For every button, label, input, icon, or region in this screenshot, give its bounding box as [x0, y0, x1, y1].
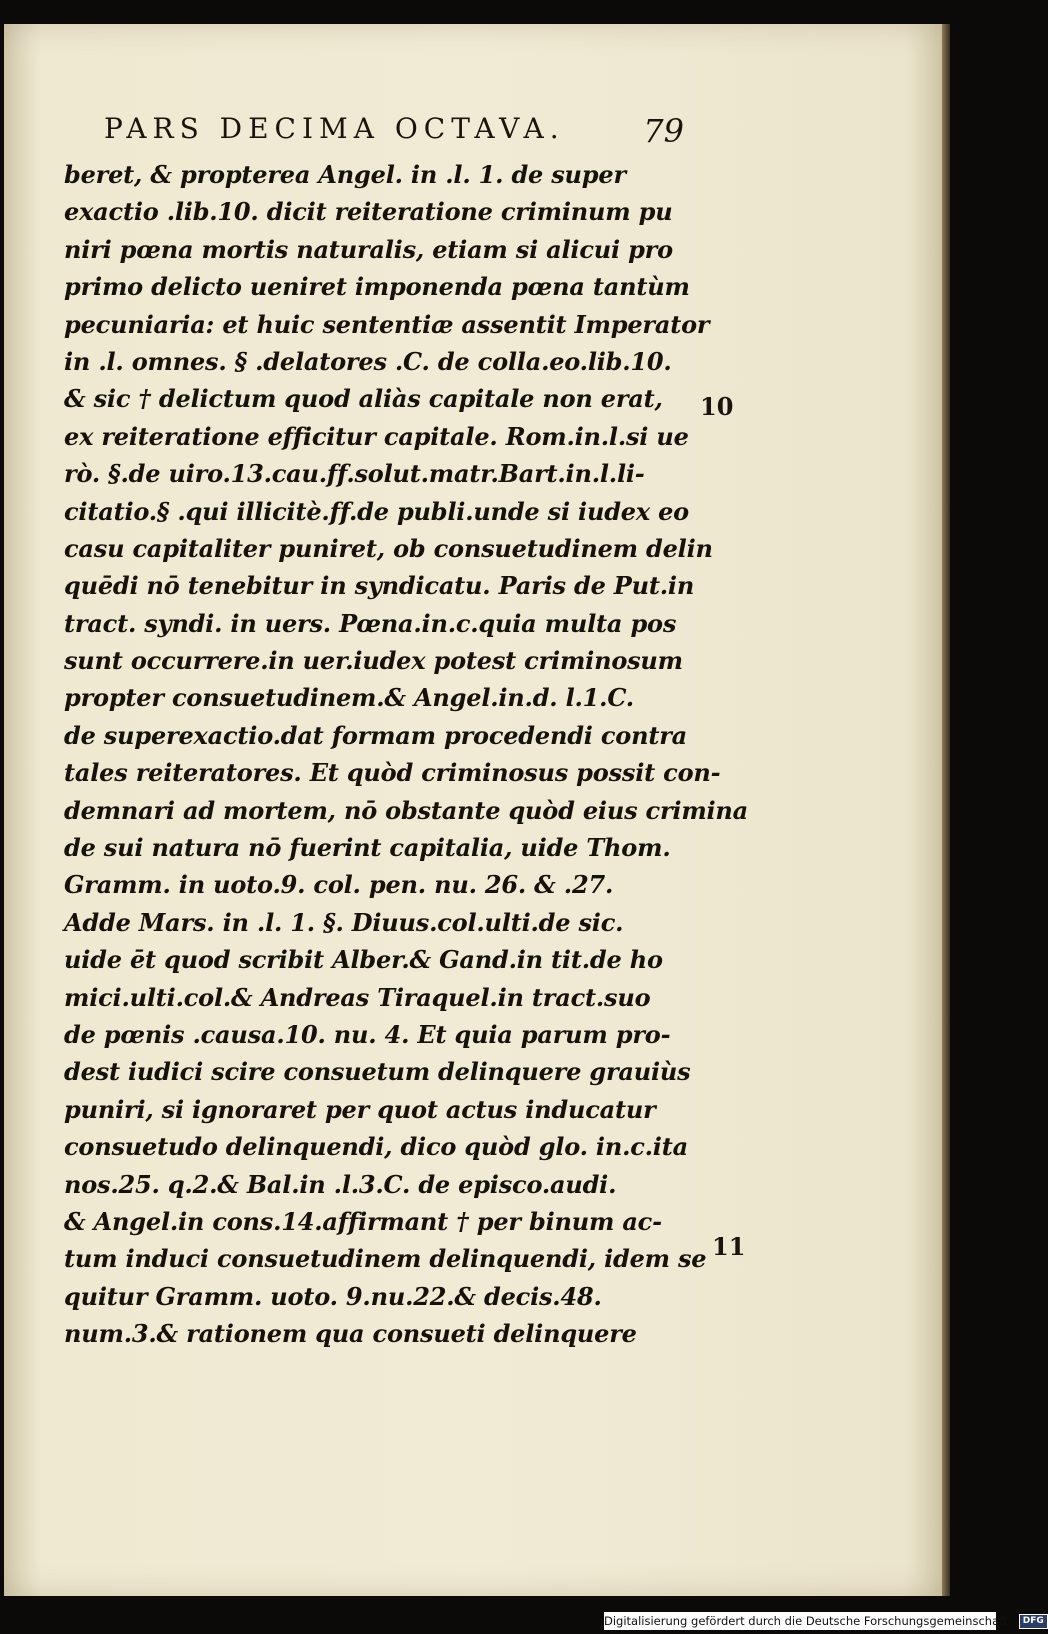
- text-line: & sic † delictum quod aliàs capitale non erat,: [64, 384, 663, 414]
- running-header: [104, 112, 684, 152]
- text-line: Gramm. in uoto.9. col. pen. nu. 26. & .27.: [64, 870, 614, 900]
- text-line: mici.ulti.col.& Andreas Tiraquel.in tract.suo: [64, 982, 651, 1012]
- digitization-footer: [604, 1612, 1044, 1630]
- text-line: de sui natura nō fuerint capitalia, uide Thom.: [64, 833, 671, 863]
- text-line: propter consuetudinem.& Angel.in.d. l.1.C.: [64, 683, 634, 713]
- footer-credit: Digitalisierung gefördert durch die Deutsche Forschungsgemeinschaft ·: [604, 1614, 1015, 1628]
- text-line: tales reiteratores. Et quòd criminosus possit con-: [64, 758, 721, 788]
- text-line: primo delicto ueniret imponenda pœna tantùm: [64, 272, 690, 302]
- text-line: quitur Gramm. uoto. 9.nu.22.& decis.48.: [64, 1281, 602, 1311]
- text-line: dest iudici scire consuetum delinquere grauiùs: [64, 1057, 691, 1087]
- text-line: de superexactio.dat formam procedendi contra: [64, 720, 688, 750]
- text-line: tum induci consuetudinem delinquendi, idem se: [64, 1244, 707, 1274]
- text-line: demnari ad mortem, nō obstante quòd eius crimina: [64, 795, 749, 825]
- text-line: nos.25. q.2.& Bal.in .l.3.C. de episco.audi.: [64, 1169, 617, 1199]
- text-line: de pœnis .causa.10. nu. 4. Et quia parum pro-: [64, 1019, 671, 1049]
- text-line: & Angel.in cons.14.affirmant † per binum ac-: [64, 1206, 662, 1236]
- text-line: exactio .lib.10. dicit reiteratione criminum pu: [64, 197, 673, 227]
- text-line: tract. syndi. in uers. Pœna.in.c.quia multa pos: [64, 608, 677, 638]
- book-edge: [942, 24, 950, 1596]
- marginal-number-11: 11: [712, 1232, 746, 1261]
- dfg-logo: DFG: [1019, 1614, 1048, 1629]
- marginal-number-10: 10: [700, 392, 734, 421]
- text-line: rò. §.de uiro.13.cau.ff.solut.matr.Bart.in.l.li-: [64, 459, 645, 489]
- running-title: PARS DECIMA OCTAVA.: [104, 112, 565, 145]
- text-line: consuetudo delinquendi, dico quòd glo. in.c.ita: [64, 1132, 688, 1162]
- text-line: in .l. omnes. § .delatores .C. de colla.eo.lib.10.: [64, 346, 672, 376]
- text-line: casu capitaliter puniret, ob consuetudinem delin: [64, 533, 713, 563]
- text-line: Adde Mars. in .l. 1. §. Diuus.col.ulti.de sic.: [64, 907, 624, 937]
- folio-number: 79: [643, 112, 684, 150]
- text-line: sunt occurrere.in uer.iudex potest criminosum: [64, 646, 683, 676]
- text-line: pecuniaria: et huic sententiæ assentit Imperator: [64, 309, 710, 339]
- text-line: uide ēt quod scribit Alber.& Gand.in tit.de ho: [64, 945, 663, 975]
- text-line: ex reiteratione efficitur capitale. Rom.in.l.si ue: [64, 421, 689, 451]
- text-line: niri pœna mortis naturalis, etiam si alicui pro: [64, 234, 673, 264]
- text-line: num.3.& rationem qua consueti delinquere: [64, 1319, 637, 1349]
- text-line: quēdi nō tenebitur in syndicatu. Paris de Put.in: [64, 571, 695, 601]
- text-line: citatio.§ .qui illicitè.ff.de publi.unde si iudex eo: [64, 496, 689, 526]
- text-line: puniri, si ignoraret per quot actus inducatur: [64, 1094, 656, 1124]
- text-line: beret, & propterea Angel. in .l. 1. de super: [64, 160, 626, 189]
